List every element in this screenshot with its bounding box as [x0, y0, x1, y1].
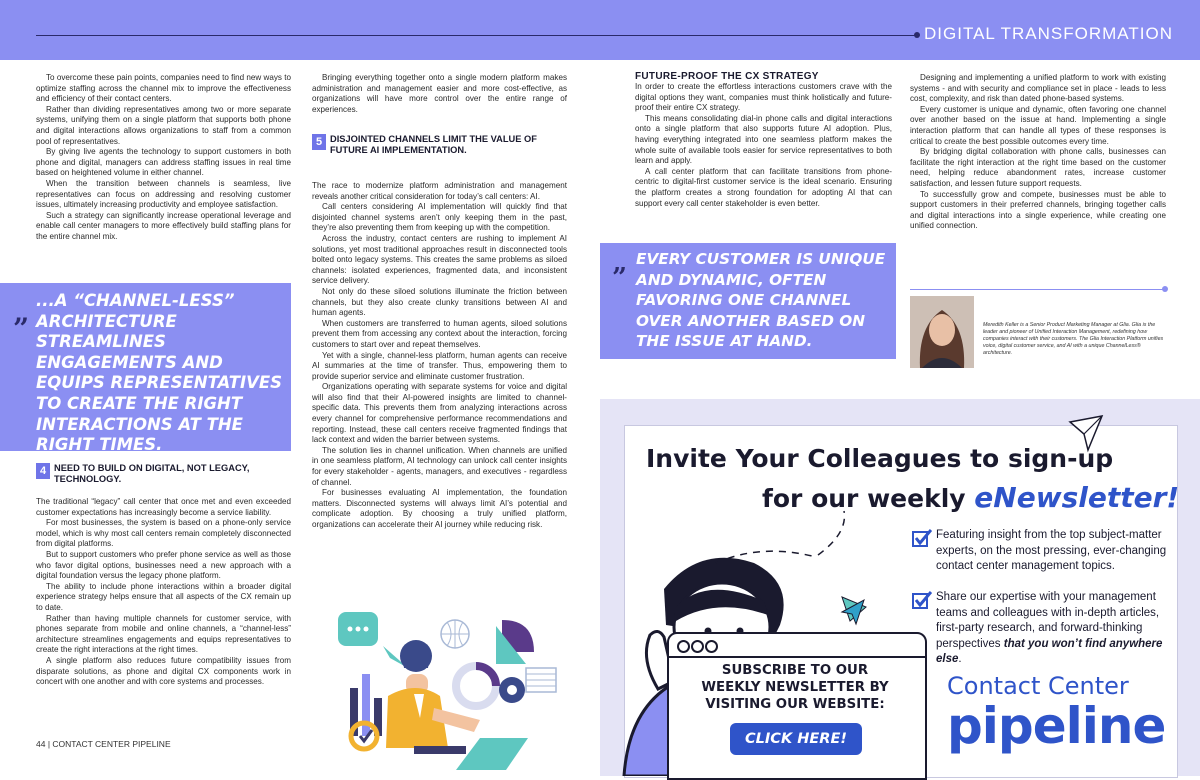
promo-title-accent: eNewsletter! [974, 481, 1180, 514]
pull-quote-2-text: EVERY CUSTOMER IS UNIQUE AND DYNAMIC, OFTEN FAVORING ONE CHANNEL OVER ANOTHER BASED ON THE ISSUE AT HAND. [636, 250, 886, 350]
quote-mark-icon: ” [13, 312, 30, 345]
section-title: DISJOINTED CHANNELS LIMIT THE VALUE OF FUTURE AI IMPLEMENTATION. [330, 134, 537, 155]
window-dot-icon [691, 640, 704, 653]
window-dot-icon [705, 640, 718, 653]
section-title: NEED TO BUILD ON DIGITAL, NOT LEGACY, TECHNOLOGY. [54, 463, 250, 484]
window-dot-icon [677, 640, 690, 653]
paragraph: Not only do these siloed solutions illuminate the friction between channels, but they also create clunky transitions between AI and human agents. [312, 286, 567, 318]
paragraph: Rather than having multiple channels for customer service, with phones separate from mobile and online channels, a “channel-less” architecture streamlines engagements and equips representatives to create the right interactions at the right times. [36, 613, 291, 655]
section-number: 4 [36, 463, 50, 479]
header-rule-dot [914, 32, 920, 38]
paragraph: A call center platform that can facilitate transitions from phone-centric to digital-first customer service is the ideal scenario. Ensuring the platform creates a strong foundation for adopting AI that can support every call center stakeholder is even better. [635, 166, 892, 208]
paragraph: To overcome these pain points, companies need to find new ways to optimize staffing across the channel mix to improve the effectiveness and efficiency of their contact centers. [36, 73, 291, 104]
future-proof-heading: FUTURE-PROOF THE CX STRATEGY [635, 71, 819, 82]
promo-bullet-main: Share our expertise with your management teams and colleagues with in-depth articles, first-party research, and forward-thinking perspectives [936, 591, 1160, 650]
column-3-body [635, 82, 892, 209]
page-folio: 44 | CONTACT CENTER PIPELINE [36, 739, 171, 749]
paragraph: Every customer is unique and dynamic, often favoring one channel over another based on the issue at hand. Implementing a single interaction platform that can handle all types of these responses is critical to create the best possible outcomes every time. [910, 104, 1166, 146]
column-2-body [312, 181, 567, 531]
paragraph: By bridging digital collaboration with phone calls, businesses can facilitate the right interaction at the right time based on the customer need, helping reduce abandonment rates, increase customer satisfaction, and lessen future support requests. [910, 147, 1166, 188]
author-photo [910, 296, 974, 368]
logo-wordmark-bottom: pipeline [947, 697, 1166, 755]
promo-bullet-text [936, 590, 1177, 668]
promo-bullet [912, 528, 1177, 575]
paragraph: Bringing everything together onto a single modern platform makes administration and management easier and more cost-effective, as organizations will have more control over the entire range of experiences. [312, 73, 567, 114]
paragraph: This means consolidating dial-in phone calls and digital interactions onto a single platform that also supports future AI adoption. Plus, having everything integrated into one seamless platform makes the whole suite of available tools easier for service representatives to both learn and apply. [635, 113, 892, 166]
promo-bullet-text: Featuring insight from the top subject-matter experts, on the most pressing, ever-changing contact center management topics. [936, 529, 1167, 572]
paragraph: When the transition between channels is seamless, live representatives can focus on addressing and resolving customer issues, ultimately increasing productivity and employee satisfaction. [36, 178, 291, 210]
pull-quote-2 [600, 243, 896, 359]
author-portrait-icon [910, 296, 974, 368]
section-5-heading [312, 134, 567, 155]
subscribe-text: SUBSCRIBE TO OUR WEEKLY NEWSLETTER BY VISITING OUR WEBSITE: [701, 663, 889, 712]
paragraph: But to support customers who prefer phone service as well as those who favor digital options, businesses need a new approach with a digital foundation versus the legacy phone platform. [36, 549, 291, 581]
paragraph: Call centers considering AI implementation will quickly find that disjointed channel systems aren’t only keeping them in the past, they’re also preventing them from keeping up with the competition. [312, 202, 567, 233]
promo-bullet-end: . [958, 653, 962, 665]
paragraph: The traditional “legacy” call center that once met and even exceeded customer expectations has increasingly become a service liability. [36, 497, 291, 517]
promo-title-prefix: for our weekly [762, 484, 975, 513]
analytics-illustration [330, 608, 562, 774]
paragraph: Across the industry, contact centers are rushing to implement AI solutions, yet most traditional approaches result in disconnected tools bolted onto legacy systems. This creates the same problems as siloed channels: isolated experiences, fragmented data, and inconsistent service delivery. [312, 233, 567, 286]
paragraph: Yet with a single, channel-less platform, human agents can receive AI summaries at the time of transfer. Thus, empowering them to provide superior service and eliminate customer frustration. [312, 350, 567, 381]
author-bio: Meredith Keller is a Senior Product Marketing Manager at Glia. Glia is the leader and pioneer of Unified Interaction Management, redefining how companies interact with their customers. The Glia Interaction Platform unifies voice, digital customer service, and AI with a unique ChannelLess® architecture. [983, 322, 1164, 356]
column-1-bottom [36, 497, 291, 688]
paragraph: The ability to include phone interactions within a broader digital experience strategy helps ensure that all aspects of the CX remain up to date. [36, 581, 291, 612]
header-rule [36, 35, 916, 36]
paragraph: For most businesses, the system is based on a phone-only service model, which is why most call centers remain completely disconnected from digital platforms. [36, 518, 291, 549]
pull-quote-1-text: ...A “CHANNEL-LESS” ARCHITECTURE STREAMLINES ENGAGEMENTS AND EQUIPS REPRESENTATIVES TO CREATE THE RIGHT INTERACTIONS AT THE RIGHT TIMES. [36, 291, 283, 455]
pull-quote-1 [0, 283, 291, 455]
promo-bullet-emphasis: that you won’t find anywhere else [936, 637, 1163, 665]
bio-divider-dot [1162, 286, 1168, 292]
paragraph: A single platform also reduces future compatibility issues from disparate solutions, as phone and digital CX components work in concert with one another and with core systems and processes. [36, 655, 291, 687]
section-number: 5 [312, 134, 326, 150]
checkbox-icon [912, 528, 932, 548]
paragraph: By giving live agents the technology to support customers in both phone and digital, managers can address staffing issues in real time based on heightened volume in either channel. [36, 147, 291, 178]
section-4-heading [36, 463, 291, 484]
paper-plane-icon [840, 598, 866, 626]
paragraph: Designing and implementing a unified platform to work with existing systems - and with security and compliance set in place - leads to less cost, complexity, and risk than dated phone-based systems. [910, 73, 1166, 104]
browser-titlebar [669, 634, 925, 658]
paragraph: Such a strategy can significantly increase operational leverage and enable call center managers to more effectively build staffing plans for the entire channel mix. [36, 210, 291, 241]
paragraph: To successfully grow and compete, businesses must be able to support customers in their preferred channels, bringing together calls and digital interactions into a single experience, while creating one unified connection. [910, 189, 1166, 231]
column-1-top [36, 73, 291, 243]
column-4-body [910, 73, 1166, 232]
promo-bullet [912, 590, 1177, 668]
quote-mark-icon: ” [612, 263, 627, 293]
bio-divider [910, 289, 1166, 290]
logo-wordmark-top: Contact Center [947, 672, 1129, 700]
section-tag: DIGITAL TRANSFORMATION [924, 24, 1173, 43]
click-here-button[interactable]: CLICK HERE! [730, 723, 862, 755]
paragraph: For businesses evaluating AI implementation, the foundation matters. Disconnected systems will always limit AI’s potential and complicate adoption. By choosing a truly unified platform, organizations can accelerate their AI journey while reducing risk. [312, 488, 567, 529]
checkbox-icon [912, 590, 932, 610]
paragraph: Rather than dividing representatives among two or more separate systems, unifying them on a single platform that supports both phone and digital interactions allows organizations to staff from a common pool of representatives. [36, 104, 291, 146]
paragraph: In order to create the effortless interactions customers crave with the digital options they want, companies must think holistically and future-proof their entire CX strategy. [635, 82, 892, 113]
paragraph: Organizations operating with separate systems for voice and digital will also find that their AI-powered insights are limited to channel-specific data. This prevents them from analyzing interactions across every channel for comprehensive performance recommendations and reporting. Instead, these call centers receive fragmented findings that lack context and widen the barrier between systems. [312, 382, 567, 445]
paragraph: The solution lies in channel unification. When channels are unified in one seamless platform, AI technology can unlock call center insights for every stakeholder - agents, managers, and executives - regardless of channel. [312, 445, 567, 487]
paragraph: When customers are transferred to human agents, siloed solutions prevent them from accessing any context about the interaction, forcing customers to start over and repeat themselves. [312, 318, 567, 349]
promo-title-line-1: Invite Your Colleagues to sign-up [646, 444, 1114, 473]
column-2-intro [312, 73, 567, 115]
paragraph: The race to modernize platform administration and management reveals another critical consideration for today’s call centers: AI. [312, 181, 567, 201]
